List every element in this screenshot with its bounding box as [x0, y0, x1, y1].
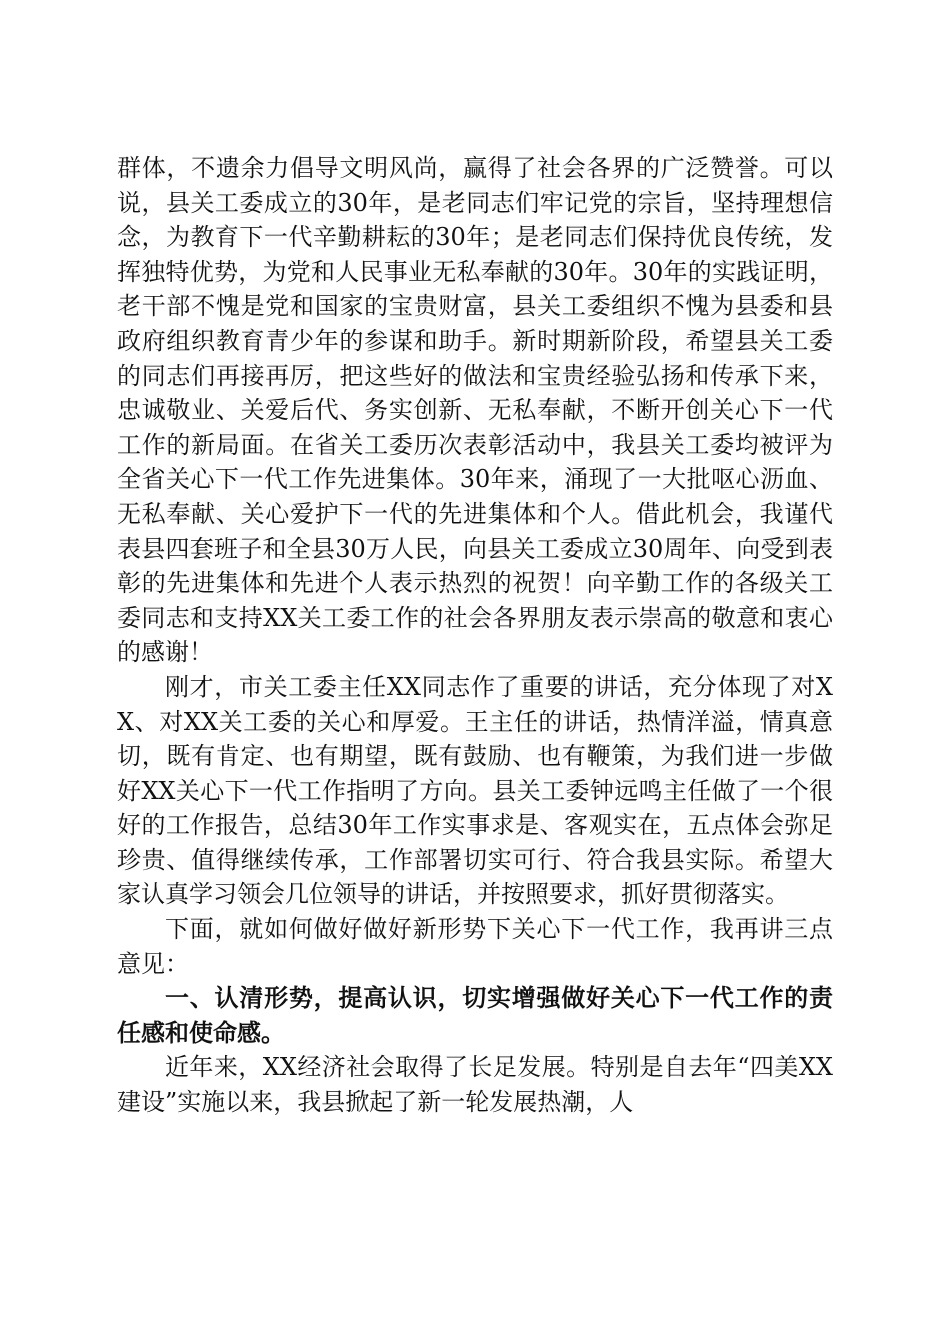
- body-paragraph: 近年来，XX经济社会取得了长足发展。特别是自去年“四美XX建设”实施以来，我县掀起了新一轮发展热潮，人: [117, 1053, 833, 1117]
- document-body: [117, 151, 833, 1120]
- body-paragraph: 刚才，市关工委主任XX同志作了重要的讲话，充分体现了对XX、对XX关工委的关心和厚爱。王主任的讲话，热情洋溢，情真意切，既有肯定、也有期望，既有鼓励、也有鞭策，为我们进一步做好XX关心下一代工作指明了方向。县关工委钟远鸣主任做了一个很好的工作报告，总结30年工作实事求是、客观实在，五点体会弥足珍贵、值得继续传承，工作部署切实可行、符合我县实际。希望大家认真学习领会几位领导的讲话，并按照要求，抓好贯彻落实。: [117, 672, 833, 909]
- section-heading: 一、认清形势，提高认识，切实增强做好关心下一代工作的责任感和使命感。: [117, 984, 833, 1047]
- body-paragraph: 群体，不遗余力倡导文明风尚，赢得了社会各界的广泛赞誉。可以说，县关工委成立的30年，是老同志们牢记党的宗旨，坚持理想信念，为教育下一代辛勤耕耘的30年；是老同志们保持优良传统，发挥独特优势，为党和人民事业无私奉献的30年。30年的实践证明，老干部不愧是党和国家的宝贵财富，县关工委组织不愧为县委和县政府组织教育青少年的参谋和助手。新时期新阶段，希望县关工委的同志们再接再厉，把这些好的做法和宝贵经验弘扬和传承下来，忠诚敬业、关爱后代、务实创新、无私奉献，不断开创关心下一代工作的新局面。在省关工委历次表彰活动中，我县关工委均被评为全省关心下一代工作先进集体。30年来，涌现了一大批呕心沥血、无私奉献、关心爱护下一代的先进集体和个人。借此机会，我谨代表县四套班子和全县30万人民，向县关工委成立30周年、向受到表彰的先进集体和先进个人表示热烈的祝贺！向辛勤工作的各级关工委同志和支持XX关工委工作的社会各界朋友表示崇高的敬意和衷心的感谢！: [117, 154, 833, 667]
- body-paragraph: 下面，就如何做好做好新形势下关心下一代工作，我再讲三点意见：: [117, 915, 833, 978]
